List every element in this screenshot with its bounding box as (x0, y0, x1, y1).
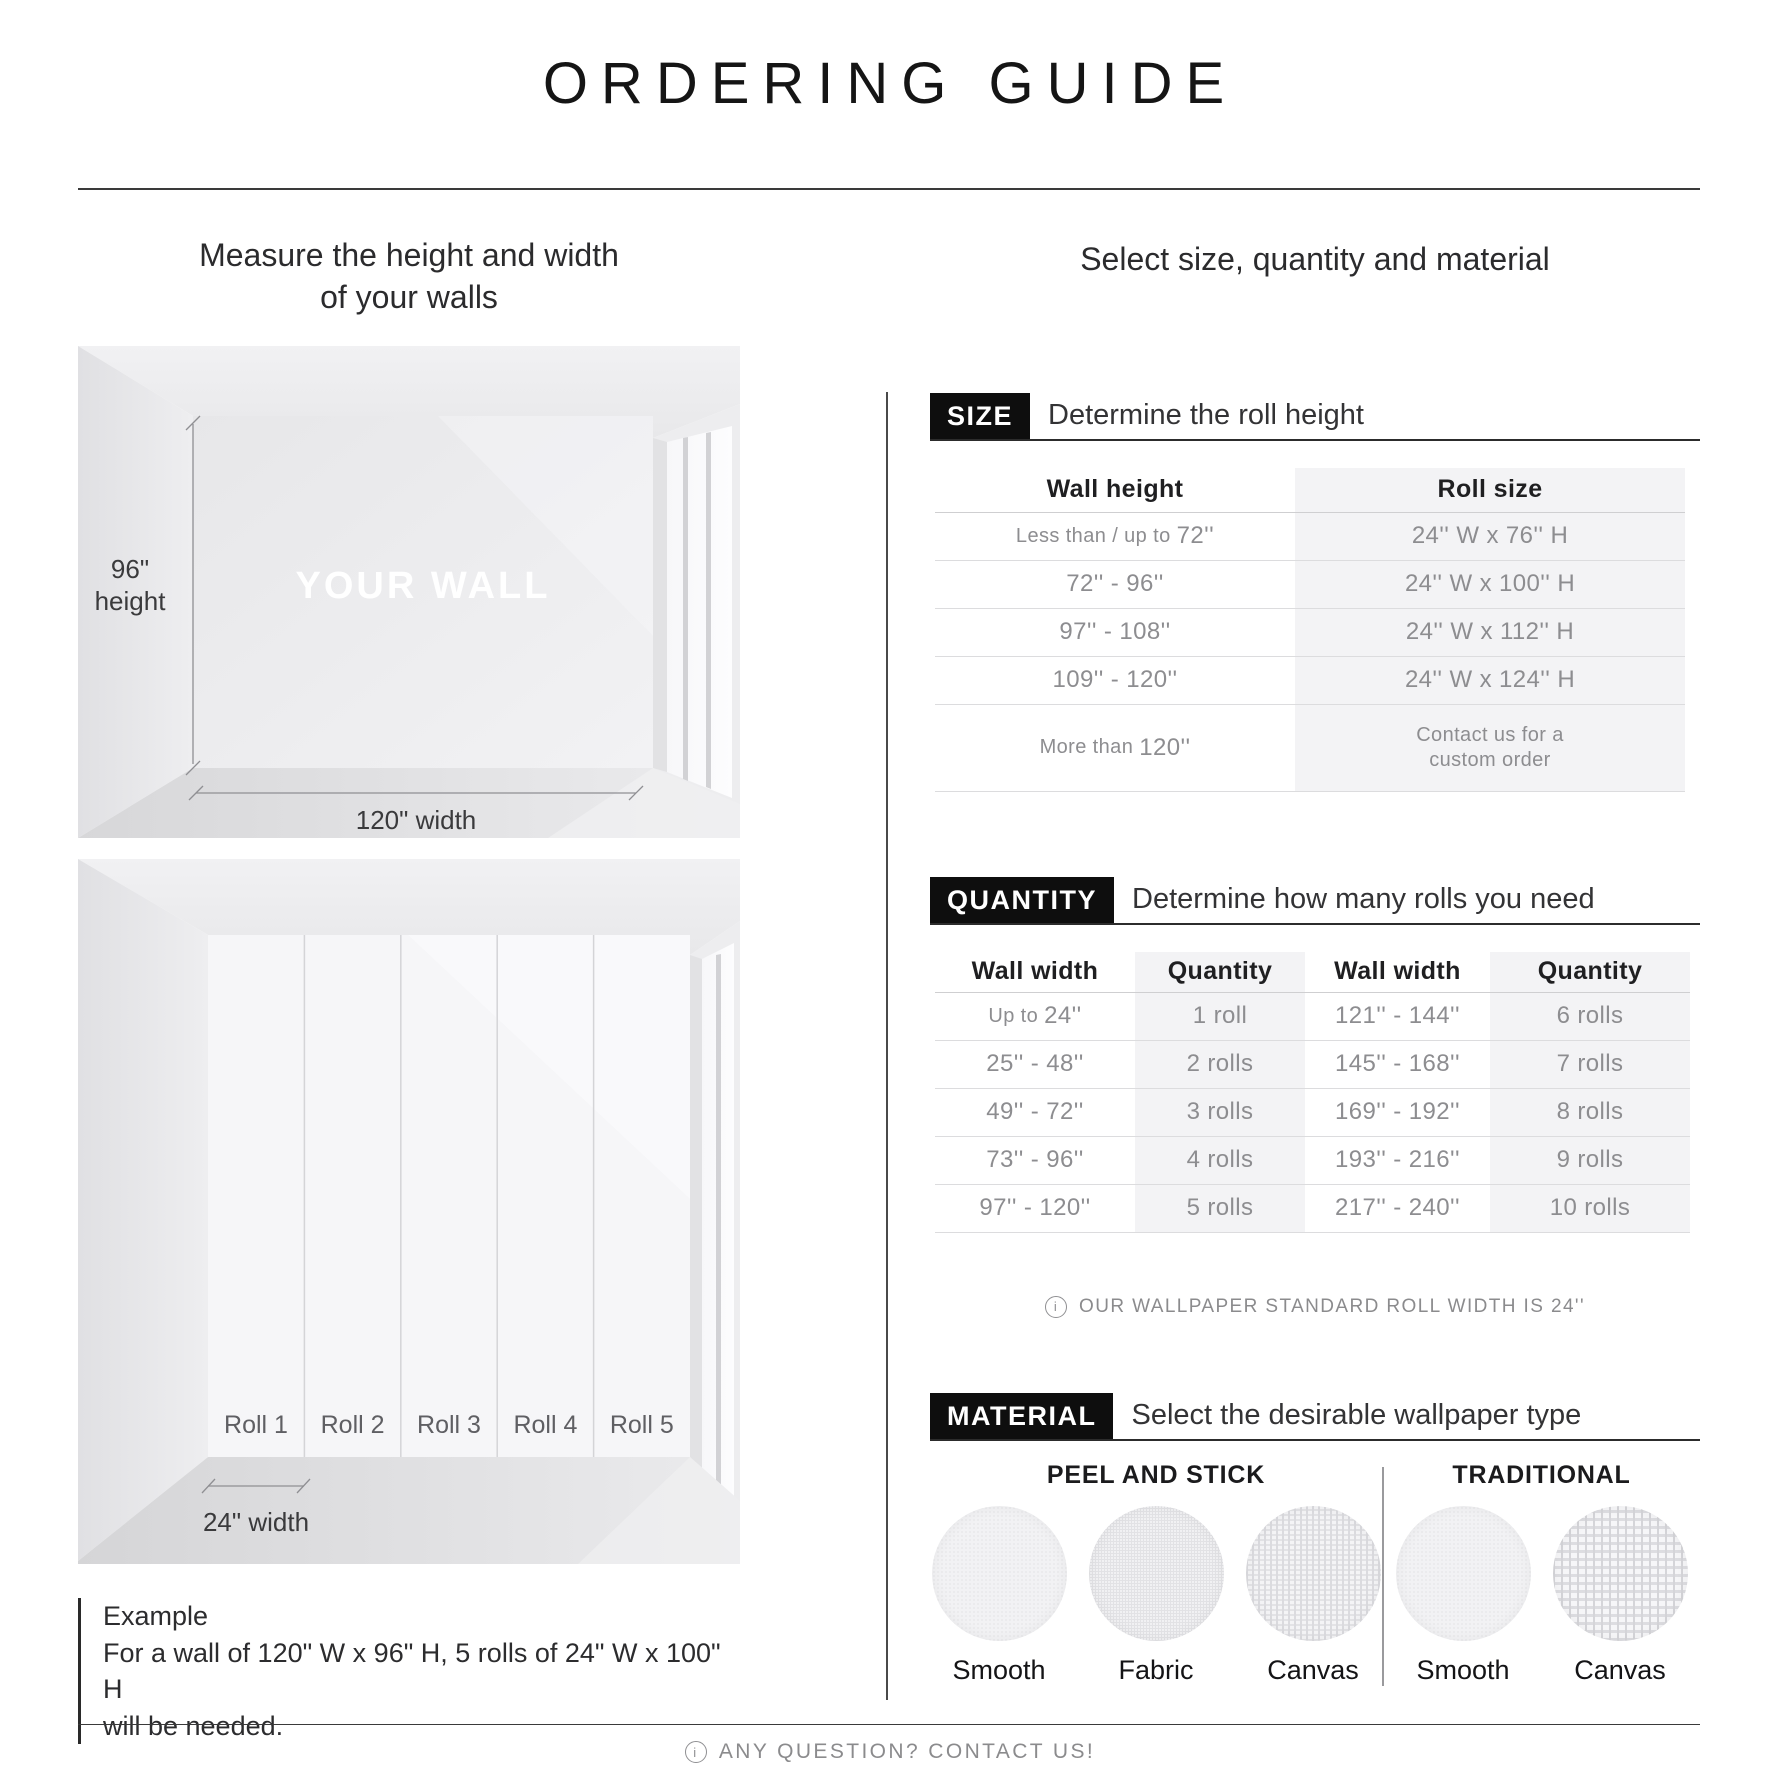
swatch-label: Canvas (1574, 1654, 1666, 1685)
wall-width-value: 25'' - 48'' (986, 1050, 1084, 1078)
height-word-label: height (94, 586, 166, 617)
qty-col-wall-width-2: Wall width (1334, 957, 1461, 986)
quantity-table-row (935, 993, 1690, 1041)
roll-label: Roll 3 (417, 1411, 481, 1440)
material-group-title: TRADITIONAL (1452, 1460, 1631, 1489)
material-group-traditional (1384, 1461, 1700, 1686)
wall-width-value: 217'' - 240'' (1335, 1194, 1460, 1222)
example-title: Example (103, 1601, 209, 1632)
window-mullion (683, 437, 688, 781)
quantity-value: 4 rolls (1135, 1137, 1305, 1184)
quantity-value: 1 roll (1135, 993, 1305, 1040)
info-icon: i (685, 1741, 707, 1763)
quantity-value: 8 rolls (1490, 1089, 1690, 1136)
wall-width-value: 73'' - 96'' (986, 1146, 1084, 1174)
roll-label: Roll 1 (224, 1411, 288, 1440)
wall-height-value: 72'' - 96'' (1066, 570, 1164, 598)
qty-col-wall-width-1: Wall width (971, 957, 1099, 986)
quantity-table-row (935, 1089, 1690, 1137)
example-line2: will be needed. (103, 1710, 284, 1741)
wall-height-prefix: More than (1039, 736, 1134, 759)
width-label: 120" width (355, 805, 477, 836)
custom-order-line1: Contact us for a (1416, 723, 1564, 746)
size-table-row (935, 657, 1685, 705)
wall-width-value: 169'' - 192'' (1335, 1098, 1460, 1126)
right-column (930, 225, 1700, 1686)
quantity-section-header (930, 877, 1700, 925)
quantity-table-row (935, 1137, 1690, 1185)
quantity-value: 6 rolls (1490, 993, 1690, 1040)
your-wall-label: YOUR WALL (295, 565, 551, 608)
custom-order-line2: custom order (1429, 748, 1551, 771)
left-wall (78, 859, 208, 1561)
material-badge: MATERIAL (930, 1393, 1113, 1439)
wall-height-value: 120'' (1139, 733, 1191, 761)
swatch-smooth (932, 1506, 1067, 1686)
wall-measure-diagram (78, 346, 740, 838)
footer-divider (78, 1724, 1700, 1725)
roll-size-value: 24'' W x 76'' H (1295, 513, 1685, 560)
quantity-value: 5 rolls (1135, 1185, 1305, 1232)
wall-width-prefix: Up to (988, 1004, 1039, 1027)
swatch-canvas (1246, 1506, 1381, 1686)
info-icon: i (1045, 1296, 1067, 1318)
canvas-texture-swatch (1553, 1506, 1688, 1641)
title-divider (78, 188, 1700, 190)
wall-height-value: 72'' (1176, 522, 1215, 550)
wall-height-value: 109'' - 120'' (1052, 666, 1178, 694)
wall-width-value: 49'' - 72'' (986, 1098, 1084, 1126)
fabric-texture-swatch (1089, 1506, 1224, 1641)
quantity-value: 9 rolls (1490, 1137, 1690, 1184)
swatch-label: Canvas (1267, 1654, 1359, 1685)
quantity-table-row (935, 1185, 1690, 1233)
roll-width-label: 24" width (202, 1507, 310, 1538)
left-column (78, 225, 740, 1744)
roll-width-note (930, 1293, 1700, 1321)
swatch-label: Smooth (952, 1654, 1046, 1685)
roll-size-value: 24'' W x 100'' H (1295, 561, 1685, 608)
size-table (935, 468, 1685, 792)
material-section-header (930, 1393, 1700, 1441)
quantity-value: 2 rolls (1135, 1041, 1305, 1088)
roll-size-value: 24'' W x 112'' H (1295, 609, 1685, 656)
qty-col-quantity-2: Quantity (1490, 952, 1690, 992)
example-block (78, 1598, 740, 1744)
size-section-header (930, 393, 1700, 441)
qty-col-quantity-1: Quantity (1135, 952, 1305, 992)
column-divider (886, 392, 888, 1700)
size-col-roll-size: Roll size (1295, 468, 1685, 512)
size-table-row (935, 561, 1685, 609)
canvas-texture-swatch (1246, 1506, 1381, 1641)
left-heading (78, 235, 740, 318)
roll-label: Roll 2 (320, 1411, 385, 1440)
size-table-row (935, 609, 1685, 657)
roll-size-value: 24'' W x 124'' H (1295, 657, 1685, 704)
size-col-wall-height: Wall height (1046, 475, 1184, 504)
swatch-canvas (1553, 1506, 1688, 1686)
window-mullion (716, 954, 721, 1491)
wall-height-value: 97'' - 108'' (1059, 618, 1171, 646)
window-pane (667, 426, 732, 798)
roll-label: Roll 5 (609, 1411, 674, 1440)
example-line1: For a wall of 120" W x 96" H, 5 rolls of 24" W x 100" H (103, 1637, 721, 1705)
size-table-row (935, 705, 1685, 792)
wall-width-value: 24'' (1044, 1002, 1082, 1030)
left-heading-line2: of your walls (320, 278, 498, 315)
rolls-diagram (78, 859, 740, 1564)
size-badge: SIZE (930, 393, 1030, 439)
material-section-title: Select the desirable wallpaper type (1131, 1399, 1582, 1432)
roll-width-note-text: OUR WALLPAPER STANDARD ROLL WIDTH IS 24'' (1079, 1295, 1585, 1317)
size-section-title: Determine the roll height (1048, 399, 1364, 432)
material-group-peel-and-stick (930, 1461, 1382, 1686)
wall-width-value: 145'' - 168'' (1335, 1050, 1460, 1078)
roll-size-custom-order (1295, 705, 1685, 791)
smooth-texture-swatch (932, 1506, 1067, 1641)
quantity-badge: QUANTITY (930, 877, 1114, 923)
window-corner-post (690, 955, 702, 1471)
left-heading-line1: Measure the height and width (199, 237, 619, 273)
swatch-label: Fabric (1118, 1654, 1194, 1685)
window-mullion (706, 432, 711, 789)
right-heading: Select size, quantity and material (1080, 241, 1550, 277)
swatch-row (1396, 1506, 1688, 1686)
swatch-row (932, 1506, 1381, 1686)
page-title: ORDERING GUIDE (542, 51, 1238, 116)
size-table-header (935, 468, 1685, 513)
quantity-table-row (935, 1041, 1690, 1089)
roll-label: Roll 4 (513, 1411, 578, 1440)
wall-width-value: 97'' - 120'' (979, 1194, 1091, 1222)
swatch-fabric (1089, 1506, 1224, 1686)
wall-width-value: 193'' - 216'' (1335, 1146, 1460, 1174)
quantity-table-header (935, 952, 1690, 993)
material-group-title: PEEL AND STICK (1046, 1460, 1266, 1489)
height-value-label: 96" (110, 554, 150, 585)
wall-width-value: 121'' - 144'' (1335, 1002, 1460, 1030)
quantity-value: 7 rolls (1490, 1041, 1690, 1088)
footer (0, 1740, 1780, 1764)
size-table-row (935, 513, 1685, 561)
quantity-value: 10 rolls (1490, 1185, 1690, 1232)
quantity-section-title: Determine how many rolls you need (1132, 883, 1595, 916)
window-corner-post (653, 438, 667, 772)
smooth-texture-swatch (1396, 1506, 1531, 1641)
wall-height-prefix: Less than / up to (1015, 524, 1171, 547)
material-groups (930, 1461, 1700, 1686)
swatch-smooth (1396, 1506, 1531, 1686)
footer-note: ANY QUESTION? CONTACT US! (718, 1740, 1096, 1763)
quantity-value: 3 rolls (1135, 1089, 1305, 1136)
swatch-label: Smooth (1416, 1654, 1510, 1685)
quantity-table (935, 952, 1690, 1233)
